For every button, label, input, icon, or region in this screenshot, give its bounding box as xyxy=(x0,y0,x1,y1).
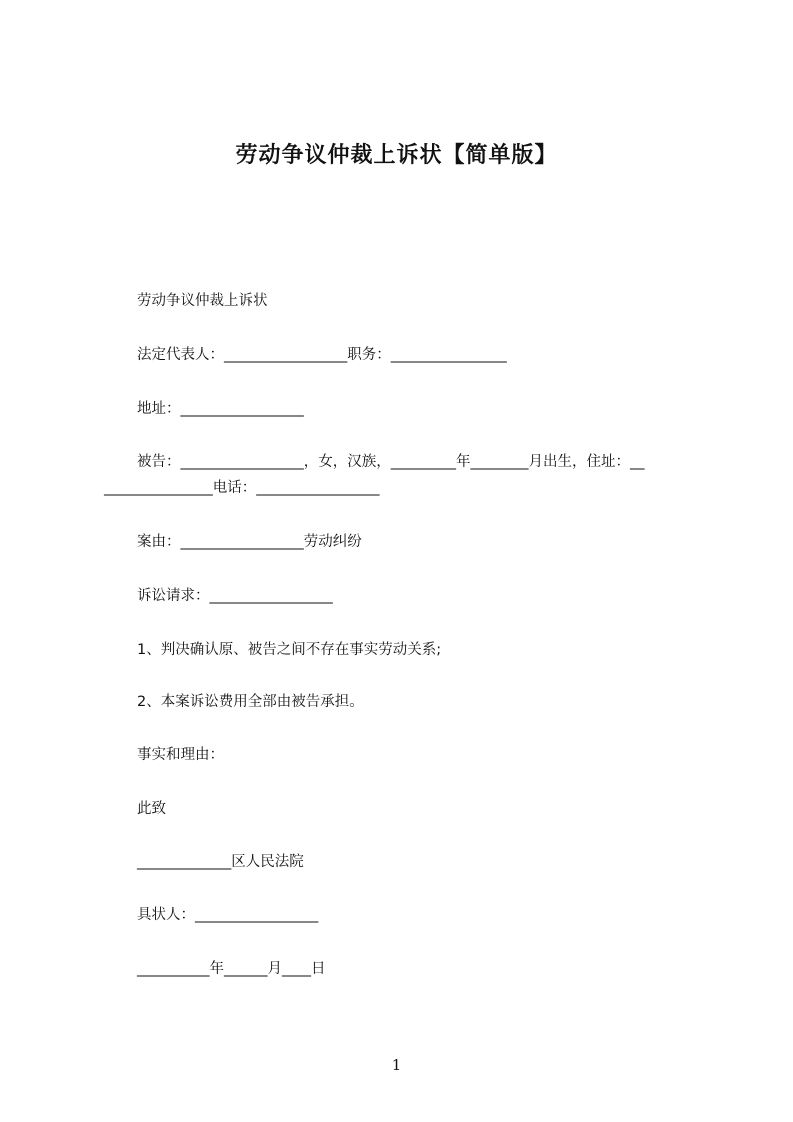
claims-line: 诉讼请求：_________________ xyxy=(137,588,333,604)
claim-item-2: 2、本案诉讼费用全部由被告承担。 xyxy=(137,694,364,710)
court-line: _____________区人民法院 xyxy=(137,854,304,870)
facts-line: 事实和理由： xyxy=(137,747,224,763)
defendant-paragraph xyxy=(104,449,704,501)
address-line: 地址：_________________ xyxy=(137,401,304,417)
legal-representative-line: 法定代表人：_________________职务：________________ xyxy=(137,347,507,363)
defendant-line-1: 被告：_________________，女，汉族，_________年________月出生，住址：__ xyxy=(137,454,645,470)
document-title: 劳动争议仲裁上诉状【简单版】 xyxy=(235,143,558,168)
defendant-line-2: _______________电话：_________________ xyxy=(104,480,380,496)
salutation-line: 此致 xyxy=(137,801,166,817)
date-line: __________年______月____日 xyxy=(137,961,326,977)
claim-item-1: 1、判决确认原、被告之间不存在事实劳动关系; xyxy=(137,642,442,658)
plaintiff-line: 具状人：_________________ xyxy=(137,907,319,923)
case-cause-line: 案由：_________________劳动纠纷 xyxy=(137,534,362,550)
page-number: 1 xyxy=(391,1056,402,1074)
heading-line: 劳动争议仲裁上诉状 xyxy=(137,293,268,309)
